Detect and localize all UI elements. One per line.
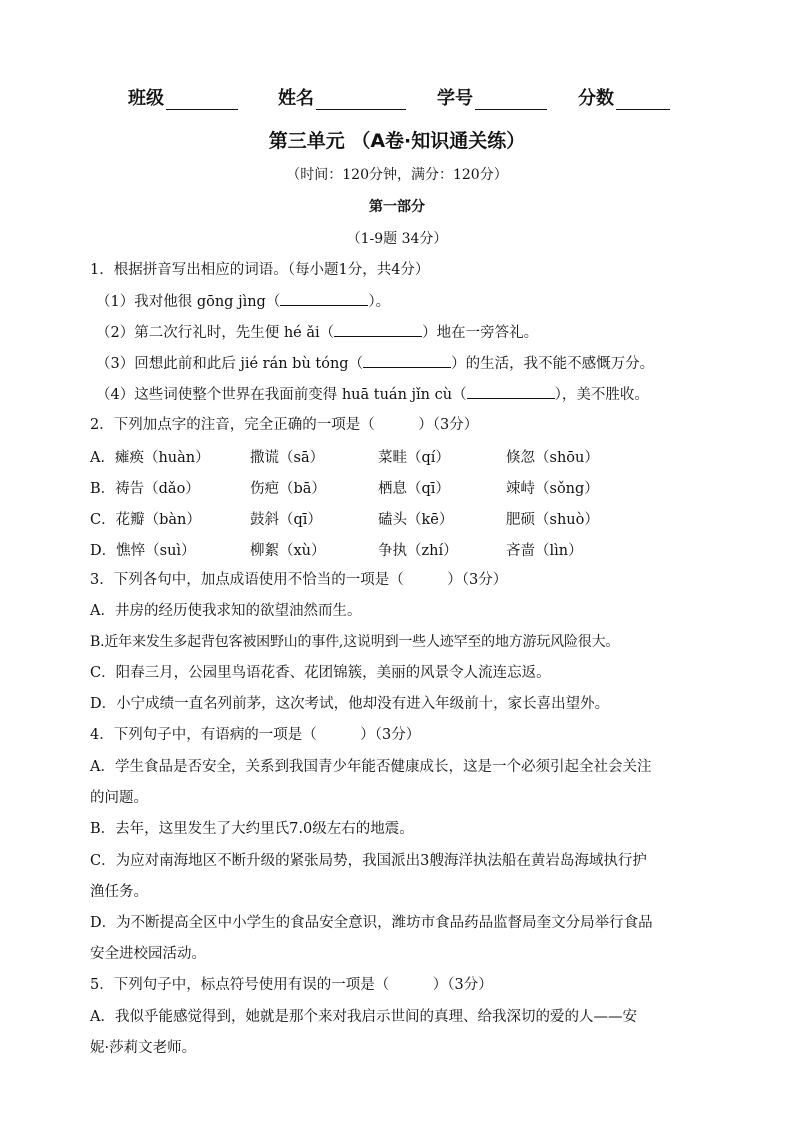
q4-option-d-line2: 安全进校园活动。	[90, 946, 206, 962]
score-label: 分数	[578, 88, 614, 109]
q1-item-2	[96, 322, 538, 343]
q4-option-d-line1: D．为不断提高全区中小学生的食品安全意识，潍坊市食品药品监督局奎文分局举行食品	[90, 915, 653, 931]
q1-item-3-tail: ）的生活，我不能不感慨万分。	[451, 356, 655, 372]
q3-option-b: B.近年来发生多起背包客被困野山的事件,这说明到一些人迹罕至的地方游玩风险很大。	[90, 634, 620, 650]
q2-stem: 2．下列加点字的注音，完全正确的一项是（ ）（3分）	[90, 417, 479, 433]
q2-d-1: D．憔悴（suì）	[90, 543, 196, 559]
q4-option-c-line1: C．为应对南海地区不断升级的紧张局势，我国派出3艘海洋执法船在黄岩岛海域执行护	[90, 853, 647, 869]
q2-option-a	[90, 446, 710, 466]
part-heading: 第一部分	[369, 199, 425, 215]
class-label: 班级	[128, 88, 164, 109]
score-field	[578, 84, 670, 110]
student-info-row	[0, 84, 794, 112]
q2-a-2: 撒谎（sā）	[250, 450, 325, 466]
name-field	[278, 84, 406, 110]
q2-c-1: C．花瓣（bàn）	[90, 512, 201, 528]
id-field	[437, 84, 547, 110]
q4-option-a-line2: 的问题。	[90, 790, 148, 806]
q1-item-1-text: （1）我对他很 gōng jìng（	[96, 294, 281, 310]
q2-option-b	[90, 477, 710, 497]
q3-option-c: C．阳春三月，公园里鸟语花香、花团锦簇，美丽的风景令人流连忘返。	[90, 665, 551, 681]
q1-item-4-text: （4）这些词使整个世界在我面前变得 huā tuán jǐn cù（	[96, 387, 467, 403]
question-range: （1-9题 34分）	[346, 231, 448, 247]
class-blank[interactable]	[166, 89, 238, 110]
id-blank[interactable]	[475, 89, 547, 110]
q2-option-d	[90, 539, 710, 559]
q2-a-3: 菜畦（qí）	[378, 450, 450, 466]
q2-d-2: 柳絮（xù）	[250, 543, 326, 559]
q2-option-c	[90, 508, 710, 528]
answer-blank[interactable]	[467, 384, 555, 399]
q4-option-a-line1: A．学生食品是否安全，关系到我国青少年能否健康成长，这是一个必须引起全社会关注	[90, 759, 652, 775]
q4-option-c-line2: 渔任务。	[90, 884, 148, 900]
answer-blank[interactable]	[334, 322, 422, 337]
q2-a-4: 倏忽（shōu）	[506, 450, 599, 466]
q1-stem: 1．根据拼音写出相应的词语。（每小题1分，共4分）	[90, 262, 430, 278]
answer-blank[interactable]	[363, 353, 451, 368]
q5-stem: 5．下列句子中，标点符号使用有误的一项是（ ）（3分）	[90, 977, 493, 993]
q2-c-3: 磕头（kē）	[378, 512, 454, 528]
class-field	[128, 84, 238, 110]
q4-stem: 4．下列句子中，有语病的一项是（ ）（3分）	[90, 727, 421, 743]
q5-option-a-line2: 妮·莎莉文老师。	[90, 1040, 197, 1056]
q2-c-4: 肥硕（shuò）	[506, 512, 599, 528]
q2-d-3: 争执（zhí）	[378, 543, 458, 559]
q1-item-3-text: （3）回想此前和此后 jié rán bù tóng（	[96, 356, 364, 372]
id-label: 学号	[437, 88, 473, 109]
answer-blank[interactable]	[280, 291, 368, 306]
q1-item-1	[96, 291, 390, 312]
q3-option-d: D．小宁成绩一直名列前茅，这次考试，他却没有进入年级前十，家长喜出望外。	[90, 696, 610, 712]
q2-b-3: 栖息（qī）	[378, 481, 450, 497]
q2-d-4: 吝啬（lìn）	[506, 543, 583, 559]
q1-item-4-tail: ），美不胜收。	[554, 387, 649, 403]
q2-a-1: A．瘫痪（huàn）	[90, 450, 210, 466]
score-blank[interactable]	[616, 89, 670, 110]
q1-item-3	[96, 353, 654, 374]
q1-item-1-tail: ）。	[368, 294, 391, 310]
q2-c-2: 鼓斜（qī）	[250, 512, 322, 528]
exam-subtitle: （时间：120分钟，满分：120分）	[286, 167, 508, 183]
q1-item-2-tail: ）地在一旁答礼。	[422, 325, 539, 341]
q3-option-a: A．井房的经历使我求知的欲望油然而生。	[90, 603, 362, 619]
q2-b-1: B．祷告（dǎo）	[90, 481, 200, 497]
name-label: 姓名	[278, 88, 314, 109]
q1-item-4	[96, 384, 649, 405]
q3-stem: 3．下列各句中，加点成语使用不恰当的一项是（ ）（3分）	[90, 572, 508, 588]
page-title: 第三单元 （A卷·知识通关练）	[268, 130, 526, 152]
q1-item-2-text: （2）第二次行礼时，先生便 hé ǎi（	[96, 325, 335, 341]
name-blank[interactable]	[316, 89, 406, 110]
q5-option-a-line1: A．我似乎能感觉得到，她就是那个来对我启示世间的真理、给我深切的爱的人——安	[90, 1009, 637, 1025]
q2-b-4: 竦峙（sǒng）	[506, 481, 599, 497]
q4-option-b: B．去年，这里发生了大约里氏7.0级左右的地震。	[90, 821, 414, 837]
q2-b-2: 伤疤（bā）	[250, 481, 326, 497]
